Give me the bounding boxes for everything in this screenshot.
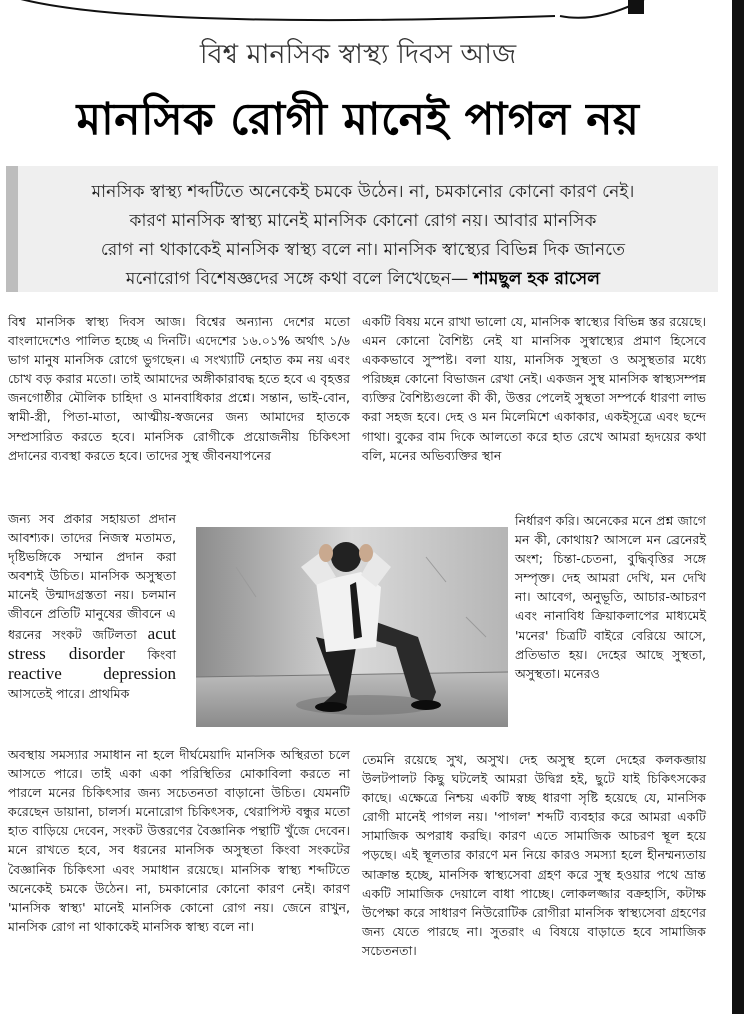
english-term: acut stress disorder	[8, 623, 176, 663]
paragraph-text: আসতেই পারে। প্রাথমিক	[8, 685, 130, 701]
headline: মানসিক রোগী মানেই পাগল নয়	[76, 94, 640, 145]
column-2-top	[362, 312, 706, 465]
paragraph-text: জন্য সব প্রকার সহায়তা প্রদান আবশ্যক। তাদের নিজস্ব মতামত, দৃষ্টিভঙ্গিকে সম্মান প্রদান করা অবশ্যই উচিত। মানসিক অসুস্থতা মানেই উন্মাদগ্রস্ততা নয়। চলমান জীবনে প্রতিটি মানুষের জীবনে এ ধরনের সংকট জটিলতা	[8, 511, 176, 642]
paragraph: নির্ধারণ করি। অনেকের মনে প্রশ্ন জাগে মন কী, কোথায়? আসলে মন ব্রেনেরই অংশ; চিন্তা-চেতনা, বুদ্ধিবৃত্তির সঙ্গে সম্পৃক্ত। দেহ আমরা দেখি, মন দেখি না। আবেগ, অনুভূতি, আচার-আচরণ এবং নানাবিধ ক্রিয়াকলাপের মাধ্যমেই 'মনের' চিত্রটি বাইরে বেরিয়ে আসে, প্রতিভাত হয়। দেহের আছে সুস্থতা, অসুস্থতা। মনেরও	[515, 513, 706, 681]
column-1-top	[8, 312, 350, 465]
intro-line-text: মনোরোগ বিশেষজ্ঞদের সঙ্গে কথা বলে লিখেছেন—	[125, 269, 469, 289]
paragraph: বিশ্ব মানসিক স্বাস্থ্য দিবস আজ। বিশ্বের অন্যান্য দেশের মতো বাংলাদেশেও পালিত হচ্ছে এ দিনটি। এদেশের ১৬.০১% অর্থাৎ ১/৬ ভাগ মানুষ মানসিক রোগে ভুগছেন। এ সংখ্যাটি নেহাত কম নয় এবং চোখ বড় করার মতো। তাই আমাদের অঙ্গীকারাবদ্ধ হতে হবে এ বৃহত্তর জনগোষ্ঠীর মৌলিক চাহিদা ও মানবাধিকার প্রশ্নে। সন্তান, ভাই-বোন, স্বামী-স্ত্রী, পিতা-মাতা, আত্মীয়-স্বজনের জন্য আমাদের হাতকে সম্প্রসারিত করতে হবে। মানসিক রোগীকে প্রয়োজনীয় চিকিৎসা প্রদানের ব্যবস্থা করতে হবে। তাদের সুস্থ জীবনযাপনের	[8, 314, 350, 463]
intro-line: মানসিক স্বাস্থ্য শব্দটিতে অনেকেই চমকে উঠেন। না, চমকানোর কোনো কারণ নেই।	[91, 182, 635, 202]
intro-line: কারণ মানসিক স্বাস্থ্য মানেই মানসিক কোনো রোগ নয়। আবার মানসিক	[129, 211, 597, 231]
masthead-arcs	[0, 0, 744, 26]
paragraph: একটি বিষয় মনে রাখা ভালো যে, মানসিক স্বাস্থ্যের বিভিন্ন স্তর রয়েছে। এমন কোনো বৈশিষ্ট্য নেই যা মানসিক সুস্বাস্থ্যের প্রমাণ হিসেবে এককভাবে সুস্পষ্ট। বলা যায়, মানসিক সুস্থতা ও অসুস্থতার মধ্যে পরিচ্ছন্ন কোনো বিভাজন রেখা নেই। একজন সুস্থ মানসিক স্বাস্থ্যসম্পন্ন ব্যক্তির বৈশিষ্ট্যগুলো কী কী, উত্তর পেলেই সুস্থতা সম্পর্কে ধারণা লাভ করা সহজ হবে। দেহ ও মন মিলেমিশে একাকার, একইসূত্রে এবং ছন্দে গাথা। বুকের বাম দিকে আলতো করে হাত রেখে আমরা হৃদয়ের কথা বলি, মনের অভিব্যক্তির স্থান	[362, 314, 706, 463]
paragraph: তেমনি রয়েছে সুখ, অসুখ। দেহ অসুস্থ হলে দেহের কলকব্জায় উলটপালট কিছু ঘটলেই আমরা উদ্বিগ্ন হই, ছুটে যাই চিকিৎসকের কাছে। এক্ষেত্রে নিশ্চয় একটি স্বচ্ছ ধারণা সৃষ্টি হয়েছে যে, মানসিক রোগী মানেই পাগল নয়। 'পাগল' শব্দটি ব্যবহার করে আমরা একটি সামাজিক অপরাধ করছি। কারণ এতে সামাজিক আচরণ স্থূল হয়ে পড়ছে। এই স্থূলতার কারণে মন নিয়ে কারও সমস্যা হলে হীনম্মন্যতায় আক্রান্ত হচ্ছে, মানসিক স্বাস্থ্যসেবা গ্রহণ করে সুস্থ হওয়ার পথে ভ্রান্ত একটি সামাজিক দেয়ালে বাধা পাচ্ছে। লোকলজ্জার বক্রহাসি, কটাক্ষ উপেক্ষা করে সাধারণ নিউরোটিক রোগীরা মানসিক স্বাস্থ্যসেবা গ্রহণের জন্য যেতে পারছে না। সুতরাং এ বিষয়ে বাড়াতে হবে সামাজিক সচেতনতা।	[362, 752, 706, 958]
paragraph: অবস্থায় সমস্যার সমাধান না হলে দীর্ঘমেয়াদি মানসিক অস্থিরতা চলে আসতে পারে। তাই একা একা পরিস্থিতির মোকাবিলা করতে না পারলে মনের চিকিৎসার জন্য সচেতনতা বাড়ানো উচিত। যেমনটি করেছেন ডায়ানা, চালর্স। মনোরোগ চিকিৎসক, থেরাপিস্ট বন্ধুর মতো হাত বাড়িয়ে দেবেন, সংকট উত্তরণের বৈজ্ঞানিক পন্থাটি খুঁজে দেবেন। মনে রাখতে হবে, সব ধরনের মানসিক অসুস্থতা কিংবা সংকটের বৈজ্ঞানিক চিকিৎসা এবং সমাধান রয়েছে। মানসিক স্বাস্থ্য শব্দটিতে অনেকেই চমকে উঠেন। না, চমকানোর কোনো কারণ নেই। কারণ 'মানসিক স্বাস্থ্য' মানেই মানসিক কোনো রোগ নয়। জেনে রাখুন, মানসিক রোগ না থাকাকেই মানসিক স্বাস্থ্য বলে না।	[8, 747, 350, 934]
column-2-bottom	[362, 750, 706, 960]
intro-line	[30, 265, 696, 294]
kicker: বিশ্ব মানসিক স্বাস্থ্য দিবস আজ	[199, 39, 517, 70]
column-1-wrap	[8, 509, 176, 703]
paragraph-text: কিংবা	[147, 646, 176, 662]
photo-illustration	[196, 527, 508, 727]
distressed-man-photo	[196, 527, 508, 727]
intro	[30, 178, 696, 294]
column-1-bottom	[8, 745, 350, 936]
paragraph	[8, 509, 176, 703]
page-edge-bar	[732, 0, 744, 1014]
intro-line: রোগ না থাকাকেই মানসিক স্বাস্থ্য বলে না। মানসিক স্বাস্থ্যের বিভিন্ন দিক জানতে	[100, 240, 626, 260]
byline: শামছুল হক রাসেল	[473, 269, 601, 289]
column-2-wrap	[515, 511, 706, 683]
english-term: reactive depression	[8, 663, 176, 683]
